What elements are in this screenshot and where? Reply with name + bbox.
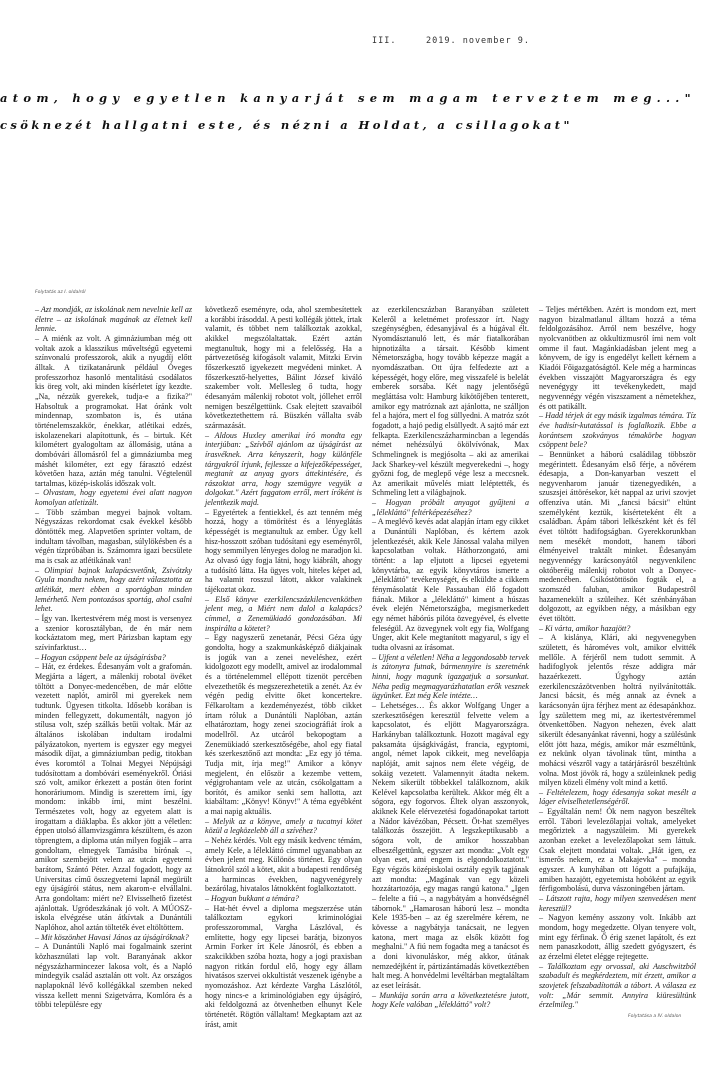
interview-paragraph: – Hát, ez érdekes. Édesanyám volt a grafomán. Megjárta a lágert, a málenkij robotal övéket töltött a Donyec-medencében, de már előtte vezetett naplót, amiről mi gyerekek nem tudtunk. Ügyesen titkolta. Idősebb korában is minden fellegyzett, dokumentált, nagyon jó stílusa volt, szép szálkás betűi voltak. Már az általános iskolában indultam irodalmi pályázatokon, nyertem is egyszer egy megyei második díjat, a gimnáziumban pedig, titokban éves koromtól a Tolnai Megyei Népújsági tudósítottam a dombóvári eseményekről. Óriási szó volt, amikor érkezett a postán öten forint honoráriumom. Mindig is szerettem írni, így mondom: inkább írni, mint beszélni. Természetes volt, hogy az egyetem alatt is írogattam a diáklapba. És akkor jött a véletlen: éppen utolsó államvizsgámra készültem, és azon töprengtem, a diploma után milyen fogják – arra gondoltam, elmegyek Tamásiba bírónak –, amikor szembejött velem az utcán egyetemi barátom, Szántó Péter. Azzal fogadott, hogy az Universitas című összegyetemi lapnál megürült egy újságírói státus, nem akarom-e elvállalni. Arra gondoltam: miért ne? Elvisselhető fizetést ajánlottak. Ugródeszkának jó volt. A MÚOSZ-iskola elvégzése után átkívtak a Dunántúli Naplóhoz, ahol aztán tölteték évet eltöltöttem.	[35, 662, 192, 932]
interview-question: – Melyik az a könyve, amely a tucatnyi kötet közül a legközelebb áll a szívéhez?	[205, 816, 362, 836]
interview-paragraph: – Nehéz kérdés. Volt egy másik kedvenc témám, amely Kele, a lélekláttó címmel ugyanabban az évben jelent meg. Különös történet. Egy olyan látnokról szól a kötet, akit a budapesti rendőrség a harmincas években, nagyvenégyrely bezárólag, hivatalos látnokként foglalkoztatott.	[205, 836, 362, 894]
article-column-3	[372, 305, 529, 1045]
interview-question: – Aldous Huxley amerikai író mondta egy interjúban: „Szívből ajánlom az újságírást az írasvéknek. Arra kényszerít, hogy különféle tárgyakról írjunk, fejlessze a kifejezőképességet, megtanít az anyag gyors áttekintésére, és rászoktat arra, hogy szemügyre vegyük a dolgokat." Azért faggatom erről, mert íróként is jelentkezik majd.	[205, 430, 362, 508]
interview-paragraph: következő eseményre, oda, ahol szembesítettek a korábbi írásoddal. A pesti kollégák jöttek, írtak valamit, és többet nem találkoztak azokkal, akikkel megszólaltattak. Ezért aztán megtanultuk, hogy mi a felelősség. Ha a pártvezetőség kifogásolt valamit, Mitzki Ervin főszerkesztő igyekezett megvédeni minket. A főszerkesztő-helyettes, Bálint József kiváló szakember volt. Mellesleg ő tudta, hogy édesanyám málenkij robotot volt, jóllehet erről nemigen beszélgettünk. Csak elejtett szavaiból következtethettem rá. Büszkén vállalta sváb származását.	[205, 305, 362, 430]
interview-question: – Hogyan próbált anyagot gyűjteni a „lélekláttó" feltérképezéséhez?	[372, 498, 529, 517]
interview-paragraph: – A miénk az volt. A gimnáziumban még ott voltak azok a klasszikus műveltségű egyetemi színvonalú professzorok, akik a nyugdíj előtt álltak. A tizikatanárunk például Óveges professzorhoz hasonló mentalitású csodálatos kis öreg volt, aki minden kísérletet így kezdte. „Na, nézzük gyerekek, tudja-e a fizika?" Habsoltuk a programokat. Hat óránk volt mindennap, szombaton is, és utána történelemszakkör, énekkar, atlétikai edzés, iskolazenekari alapítottunk, és – birtuk. Két kilométert gyalogoltam az állomásig, utána a dombóvári állomásról fel a gimnáziumba meg máshét kilométer, ezt egy fárasztó edzést követően haza, aztán még tanulni. Végtelenül tartalmas, közép-iskolás időszak volt.	[35, 333, 192, 488]
interview-question: – Hadd térjek át egy másik izgalmas témára. Tíz éve hadisír-kutatással is foglalkozik. Ebbe a korántsem szokványos témakörbe hogyan csöppent bele?	[539, 411, 696, 450]
interview-paragraph: – Egyáltalán nem! Ók nem nagyon beszéltek erről. Tábori levelezőlapjai voltak, amelyeket megőriztek a nagyszüleim. Mi gyerekek azonban ezeket a levelezőlapokat sem láttuk. Csak elejtett mondatai voltak. „Hát igen, ez ismerős nekem, ez a Makajevka" – mondta egyszer. A kunyhában ott lógott a pufajkája, amiben hazajött, egyetemista hobóként az egyik férfigombolású, durva vászoningében jártam.	[539, 807, 696, 894]
interview-question: – Hogyan csöppent bele az újságírásba?	[35, 652, 166, 662]
article-column-1	[35, 305, 192, 1045]
interview-question: – Első könyve ezerkilencszázkilencvenkötben jelent meg, a Miért nem dalol a kalapács? címmel, a Zenemükiadó gondozásában. Mi inspirálta a kötetet?	[205, 594, 362, 633]
interview-paragraph: – Több számban megyei bajnok voltam. Négyszázas rekordomat csak évekkel később döntötték meg. Alapvetően sprinter voltam, de indultam távolban, magasban, súlylökésben és a végén tízpróbában is. Számomra igazi becsülete ma is csak az atlétikának van!	[35, 507, 192, 566]
interview-paragraph: – Egyetértek a fentiekkel, és azt tenném még hozzá, hogy a tömörítést és a lényeglátás képességét is megtanultuk az ember. Úgy kell hisz-hosszott szóban tudósítani egy eseményről, hogy semmilyen lényeges dolog ne maradjon ki. Az olvasó úgy fogja látni, hogy kiábrált, ahogy a tudósító látta. Ha ügyes volt, hiteles képet ad, ha valamit rosszul látott, akkor valakinek tájékoztat okoz.	[205, 507, 362, 595]
interview-paragraph: – Teljes mértékben. Azért is mondom ezt, mert nagyon bizalmatlanul álltam hozzá a téma feldolgozásához. Arról nem beszélve, hogy nyolcvanötben az okkultizmusról írni nem volt omme il faut. Magánkiadásban jelent meg a könyvem, de így is engedélyt kellett kérnem a Kiadói Főigazgatóságtól. Kele még a harmincas években visszajött Magyarországra és egy nevenégygy itt tevékenykedett, majd negyvennégy végén viszszament a németekhez, és ott patikállt.	[539, 305, 696, 411]
page-number: III.	[372, 36, 397, 46]
interview-paragraph: – Nagyon kemény asszony volt. Inkább azt mondom, hogy megedzette. Olyan tenyere volt, mint egy férfinak. Ő érig szenet lapátolt, és ezt nem panaszkodott, állig szedett gyógyszert, és az érzelmi életet elégge rejtegette.	[539, 913, 696, 961]
interview-paragraph: – A meglévő kevés adat alapján írtam egy cikket a Dunántúli Naplóban, és kértem azok jelentkezését, akik Kele Jánossal valaha milyen kapcsolatban voltak. Háthorzongató, ami történt: a lap eljutott a lipcsei egyetemi könyvtárba, az egyik könyvtáros ismerte a „lélekláttó" tevékenységét, és elküldte a cikkem fénymásolatát Kele Passauban élő fogadott fiának. Mikor a „lélekláttó" kiment a húszas évek elején Németországba, megismerkedett egy német hábórús pilóta özvegyével, és elvette feleségül. Az özvegynek volt egy fia, Wolfgang Unger, akit Kele megtanított magyarul, s így el tudta olvasni az írásomat.	[372, 517, 529, 652]
pull-quote-2: csöknezét hallgatni este, és nézni a Holdat, a csillagokat"	[0, 118, 573, 132]
interview-paragraph: – Így van. Ikertestvérem még most is versenyez a szenior korosztályban, de én már nem kockáztatom meg, mert Párizsban kaptam egy szívinfarktust…	[35, 614, 192, 652]
interview-question: – Találkoztam egy orvossal, aki Auschwitzból szabadult és megkérdeztem, mit érzett, amikor a szovjetek felszabadították a tábort. A válasza ez volt: „Már semmit. Annyira kiüresültünk érzelmileg."	[539, 961, 696, 1010]
interview-question: – Hogyan bukkant a témára?	[205, 894, 299, 904]
issue-date: 2019. november 9.	[426, 36, 530, 46]
interview-paragraph: – Bennünket a háború családilag többször megérintett. Édesanyám első férje, a nővérem édesapja, a Don-kanyarban veszett el negyvenharom január tizenegyedikén, a szuszsjei áttörésekor, két nappal az urivi szovjet offenzíva után. Mi „fancsi bácsit" eltünt személyként keztük, kísérteteként élt a családban. Ápám tábori lelkészként két és fél évet töltött hadifogságban. Gyerekkorunkban nem mesékét mondott, hanem tábori élményeivel traktált minket. Édesanyám negyvennégy karácsonyától negyvenkilenc októberéig málenkij robotot volt a Donyec-medencében. Csikóstöttösön fogták el, a szomszéd faluban, amikor Budapestről hazamenekült a szüleihez. Két szénbányában dolgozott, az egyikben négy, a másikban egy évet töltött.	[539, 449, 696, 623]
interview-paragraph: – Egy nagyszerű zenetanár, Pécsi Géza úgy gondolta, hogy a szakmunkásképző diákjainak is jogúk van a zenei neveléshez, ezért kidolgozott egy modellt, amivel az irodalommal és a történelemmel ellépott tizenöt percében elvezethetők és megszerezhetetik a zenét. Az év végén pedig elvitte őket koncertekre. Félkaroltam a kezdeményezést, több cikket írtam róluk a Dunántúli Naplóban, aztán elhatároztam, hogy zenei szociográfiát írok a modellről. Az utcáról bekopogtam a Zenemükiadó szerkesztőségébe, ahol egy fiatal kés szerkesztőnő azt mondta: „Ez egy jó téma. Tudja mit, írja meg!" Amikor a könyv megjelent, én először a kezembe vettem, végigrohantam vele az utcán, csókolgattam a borítót, és amikor senki sem hallotta, azt kiabáltam: „Könyv! Könyv!" A téma egyébként a mai napig aktuális.	[205, 633, 362, 817]
interview-question: – Olvastam, hogy egyetemi évei alatt nagyon komolyan atletizált.	[35, 488, 192, 508]
pull-quote-1: atom, hogy egyetlen kanyarját sem magam terveztem meg..."	[0, 91, 696, 105]
interview-question: – Ki várta, amikor hazajött?	[539, 623, 631, 633]
page-header	[0, 36, 720, 50]
continued-from-note: Folytatás az I. oldalról	[35, 290, 86, 295]
interview-paragraph: az ezerkilencszázban Baranyában született Keleről a keletnémet professzor írt. Nagy szegénységben, édesanyjával és a húgával élt. Nyomdásztanuló lett, és már fiatalkorában hipnotizálta a társait. Később kiment Németországba, hogy tovább képezze magát a nyomdászatban. Ott újra felfedezte azt a képességét, hogy előre, meg visszafelé is belelát emberek sorsába. Két nagy jelentőségű megláttása volt: Hamburg kikötőjében tenterett, amikor egy matróznak azt ajánlotta, ne szálljon fel a hajóra, mert el fog süllyedni. A matróz szót fogadott, a hajó pedig elsüllyedt. A sajtó már ezt felkapta. Ezerkilencszázharmincban a legendás német nehézsúlyú ökölvívónak, Max Schmelingnek is megjósolta – aki az amerikai Jack Sharkey-vel készült megverekedni –, hogy győzni fog, de meglepő vége lesz a meccsnek. Az amerikait művelés miatt leléptették, és Schmeling lett a világbajnok.	[372, 305, 529, 498]
interview-paragraph: – A kislánya, Klári, aki negyvenegyben született, és hároméves volt, amikor elvitték mellőle. A férjéről nem tudott semmit. A hadifoglyok jelentős része addigra már hazaérkezett. Úgyhogy aztán ezerkilencszázötvenben holtrá nyilvánították. Jancsi bácsit, és még annak az évnek a karácsonyán újra férjhez ment az édesapánkhoz. Így születtem meg mi, az ikertestvéremmel ötvenkettőben. Nagyon nehezen, évek alatt sikerült édesanyánkat rávenni, hogy a szülésünk előtt jött haza, mégis, amikor már eszméltünk, ez nekünk olyan távolinak tűnt, mintha a mohácsi vészről vagy a tatárjárásról beszéltünk volna. Most jövök rá, hogy a szüleinknek pedig milyen közeli élmény volt mind a kettő.	[539, 633, 696, 788]
article-column-2	[205, 305, 362, 1045]
interview-question: – Ujfent a véletlen! Néha a leggondosabb tervek is zátonyra futnak, bármennyire is szeretnénk hinni, hogy magunk igazgatjuk a sorsunkat. Néha pedig megmagyarázhatatlan erők vesznek ügyünket. Ezt még Kele intézte…	[372, 652, 529, 701]
interview-question: – Mit köszönhet Havasi János az újságíróknak?	[35, 932, 189, 942]
interview-question: – Látszott rajta, hogy milyen szenvedésen ment keresztül?	[539, 894, 696, 913]
interview-question: – Feltételezem, hogy édesanyja sokat mesélt a láger elviselhetetlenségéről.	[539, 787, 696, 807]
interview-paragraph: – Lehetséges… És akkor Wolfgang Unger a szerkesztőségen keresztül felvette velem a kapcsolatot, és eljött Magyarországra. Harkányban találkoztunk. Hozott magával egy paksamáta újságkivágást, francia, egyptomi, angol, német lapok cikkeit, meg nevelőapja naplóját, amit sajnos nem élete végéig, de sokáig vezetett. Valamennyit átadta nekem. Nekem sikerült többekkel találkoznom, akik Kelével kapcsolatba kerültek. Akkor még élt a sógora, egy fogorvos. Éltek olyan asszonyok, akiknek Kele elérvezetési fogadónapokat tartott a Nádor kávézóban, Pécsett. Öt-hat személyes találkozás összejött. A legszkeptikusabb a sógora volt, de amikor hosszabban elbeszélgettünk, egyszer azt mondta: „Volt egy olyan eset, ami engem is elgondolkoztatott." Egy végzös középiskolai osztály egyik tagjának azt mondta: „Magának van egy közeli hozzátartozója, egy magas rangú katona." „Igen – felelte a fiú –, a nagybátyám a honvédségnél tábornok." „Hamarosan háború lesz – mondta Kele 1935-ben – az ég szerelmére kérem, ne kövesse a nagybátyja tanácsait, ne legyen katona, mert maga az elsők között fog meghalni." A fiú nem fogadta meg a tanácsot és a doni kivonuláskor, még akkor, útának nemzedéjként ír, pártizántámadás következtében halt meg. A honvédelmi levéltárban megtaláltam az eset leírását.	[372, 700, 529, 990]
interview-paragraph: – A Dunántúli Napló mai fogalmaink szerint közhasznúlati lap volt. Baranyának akkor négyszázharmincezer lakosa volt, és a Napló mindegyik család asztalán ott volt. Az országos naplapoknál lévő kollégákkal szemben neked vissza kellett menni Szigetvárra, Komlóra és a többi településre egy	[35, 942, 192, 1010]
interview-question: – Munkája során arra a következtetésre jutott, hogy Kele valóban „lélekláttó" volt?	[372, 990, 529, 1010]
article-column-4	[539, 305, 696, 1010]
interview-question: – Olimpiai bajnok kalapácsvetőnk, Zsivótzky Gyula mondta nekem, hogy azért választotta az atlétikát, mert ebben a sportágban minden lemérhető. Nem pontozásos sportág, ahol csalni lehet.	[35, 565, 192, 614]
interview-paragraph: – Hat-hét évvel a diploma megszerzése után találkoztam egykori kriminológiai professzorommal, Vargha Lászlóval, és említette, hogy egy lipcsei barátja, bizonyos Armin Forker írt Kele Jánosról, és ebben a szakcikkben szóba hozta, hogy a jogi praxisban nagyon ritkán fordul elő, hogy egy állam hivatásos szervei okkultistát veszenek igénybe a nyomozáshoz. Azt kérdezte Vargha Lászlótól, hogy nincs-e a kriminológiaben egy újságíró, aki feldolgozná az ötvenhetben elhunyt Kele történetét. Rögtön vállaltam! Megkaptam azt az írást, amit	[205, 903, 362, 1029]
interview-question: – Azt mondják, az iskolának nem nevelnie kell az életre – az iskolának magának az életnek kell lennie.	[35, 305, 192, 334]
continued-to-note: Folytatása a IV. oldalon	[628, 1014, 682, 1019]
